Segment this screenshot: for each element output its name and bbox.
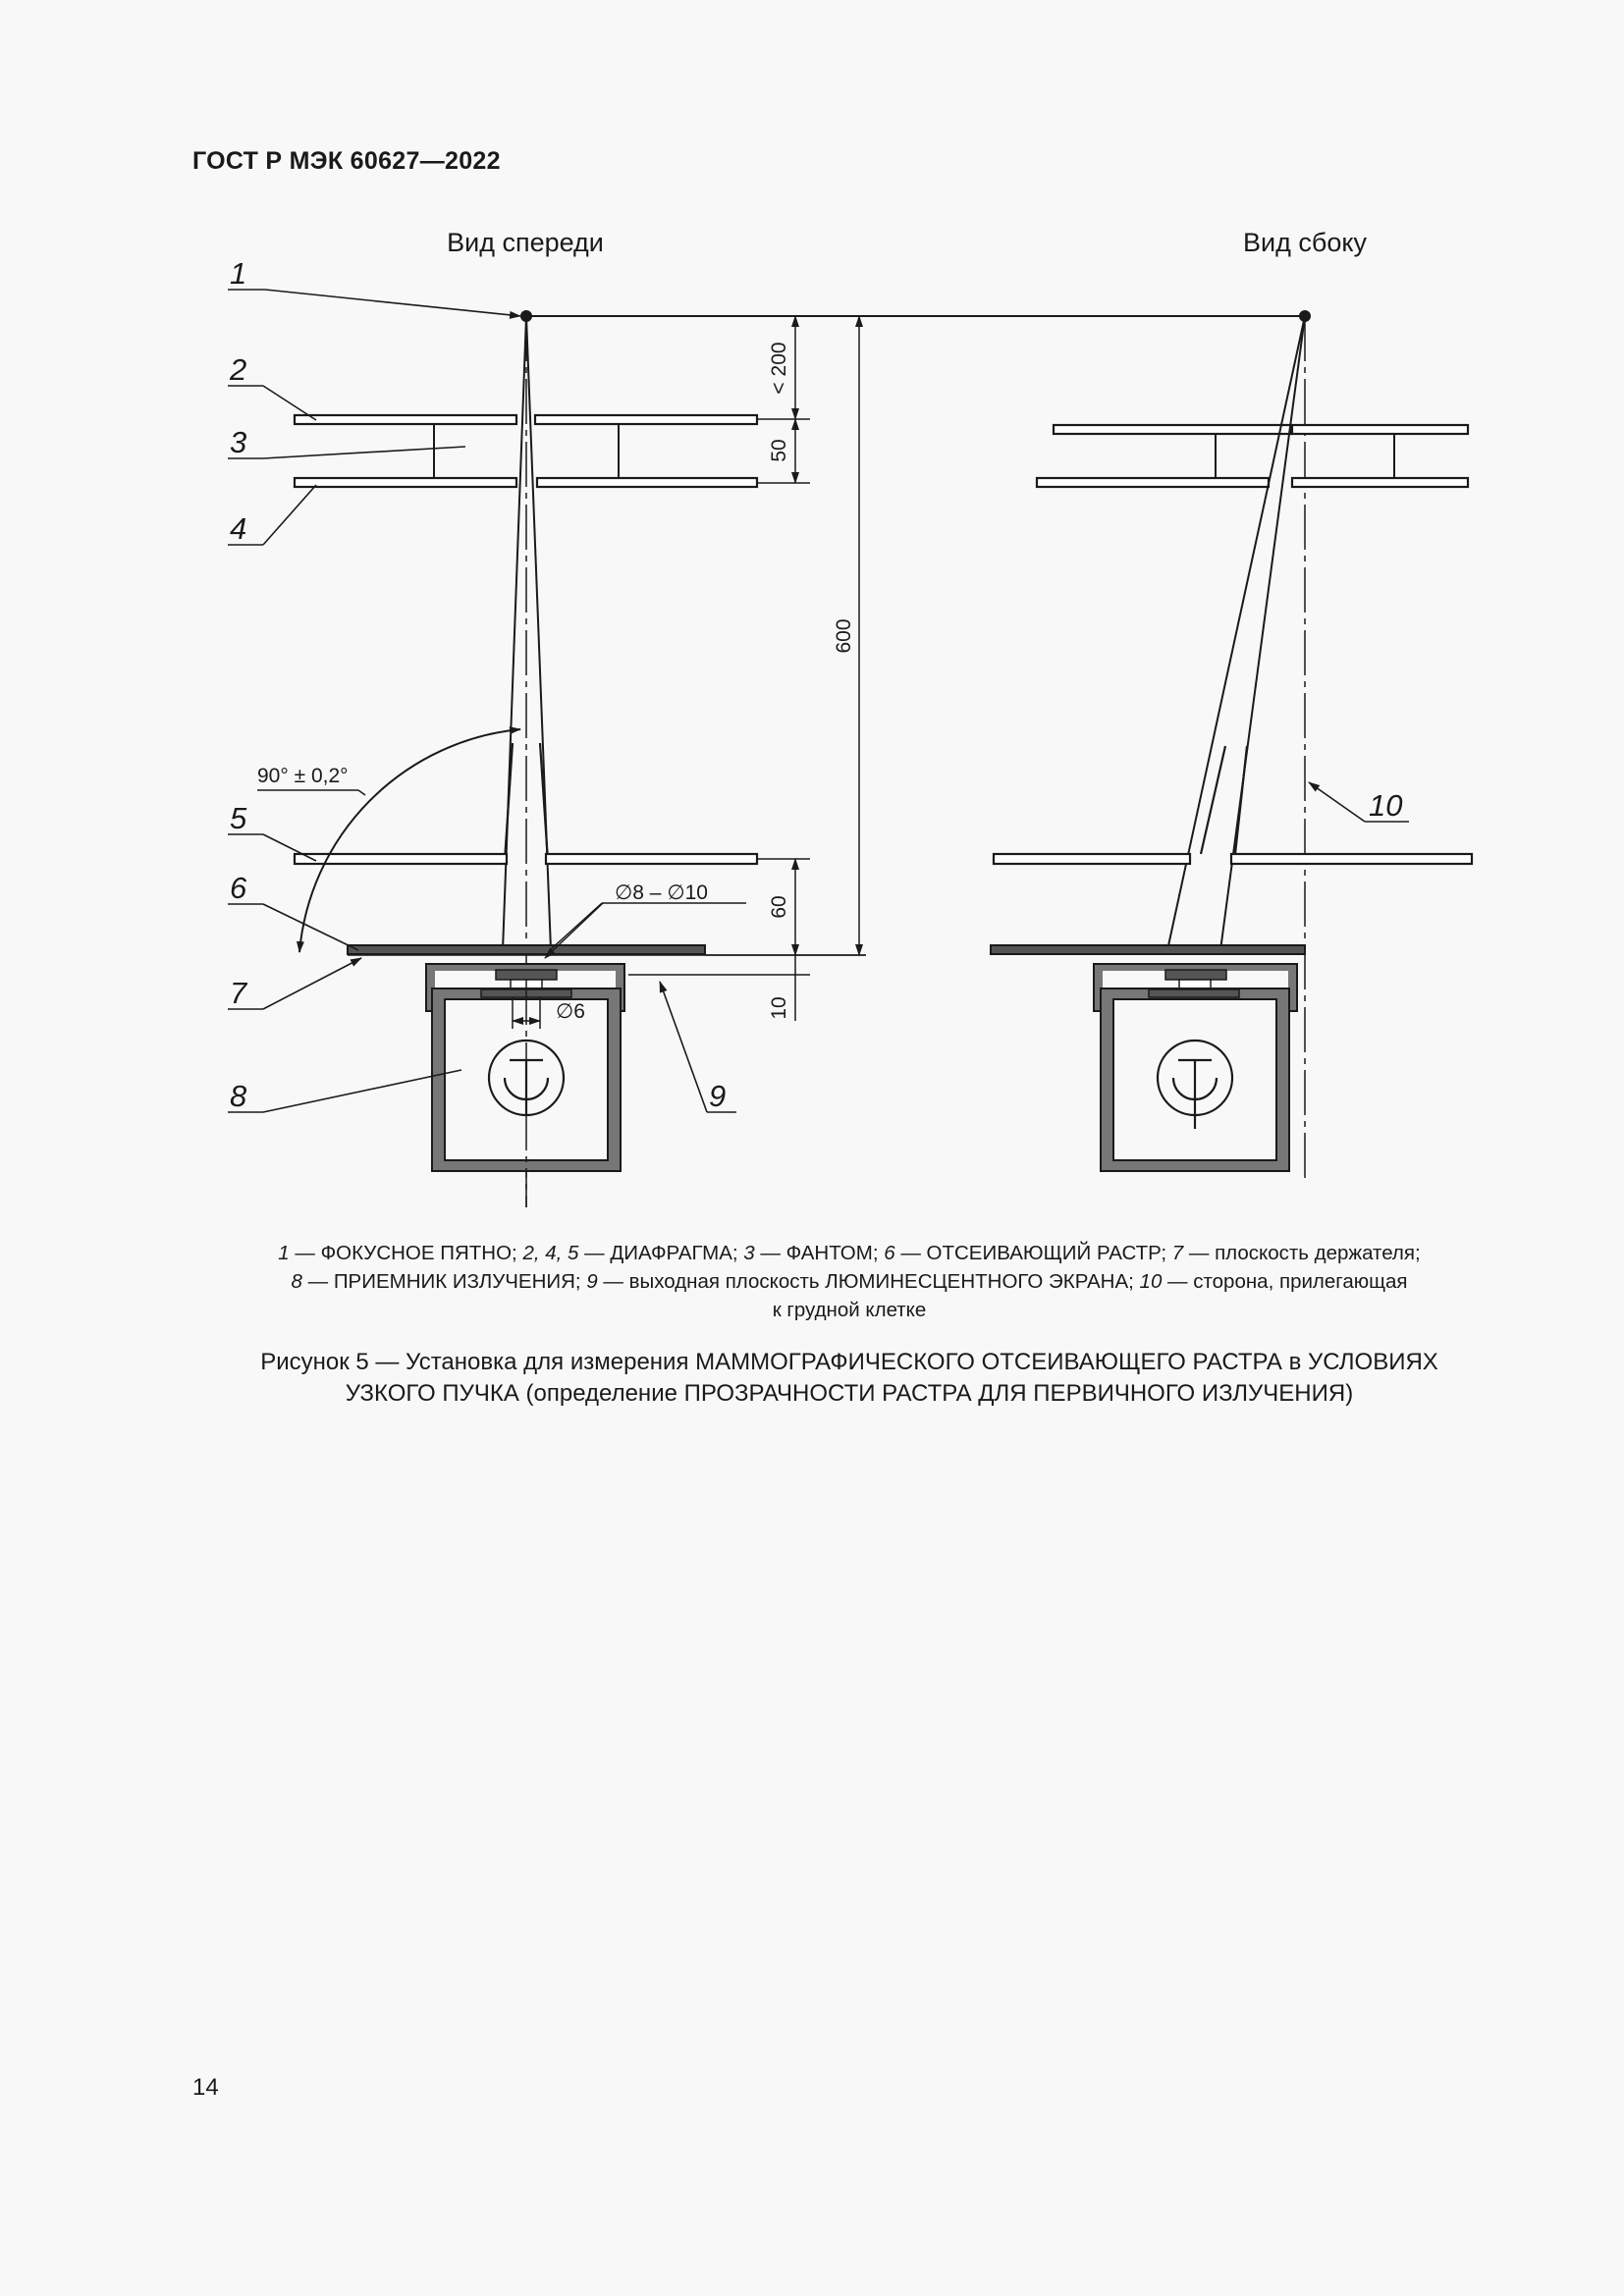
dim-600-label: 600 <box>833 618 855 654</box>
callout-2: 2 <box>230 352 247 387</box>
document-header: ГОСТ Р МЭК 60627—2022 <box>192 147 501 175</box>
antiscatter-grid-front <box>348 945 705 954</box>
dim-60-label: 60 <box>768 895 790 919</box>
callout-3: 3 <box>230 425 247 459</box>
legend-text: — сторона, прилегающая <box>1162 1270 1408 1293</box>
callout-5: 5 <box>230 801 247 835</box>
legend-num: 3 <box>743 1242 755 1264</box>
angle-arc <box>299 729 520 952</box>
callout-7: 7 <box>230 976 247 1010</box>
callout-1: 1 <box>230 256 247 291</box>
figure-legend <box>196 1239 1502 1324</box>
side-diaphragm-5-right <box>1231 854 1472 864</box>
side-diaphragm-5-left <box>994 854 1190 864</box>
legend-text: — плоскость держателя; <box>1183 1242 1421 1264</box>
diaphragm-2-right <box>535 415 757 424</box>
legend-text: — ФАНТОМ; <box>754 1242 885 1264</box>
page-number: 14 <box>192 2074 219 2101</box>
legend-text: — ПРИЕМНИК ИЗЛУЧЕНИЯ; <box>301 1270 587 1293</box>
diaphragm-4-left <box>295 478 516 487</box>
callout-4: 4 <box>230 511 247 546</box>
legend-num: 6 <box>884 1242 895 1264</box>
legend-line-2 <box>196 1267 1502 1296</box>
callout-9: 9 <box>709 1079 727 1113</box>
side-view <box>991 316 1472 1178</box>
figure-caption <box>196 1347 1502 1410</box>
legend-num: 10 <box>1139 1270 1163 1293</box>
legend-line-3: к грудной клетке <box>772 1299 927 1321</box>
side-diaphragm-2-left <box>1054 425 1291 434</box>
legend-num: 2, 4, 5 <box>522 1242 579 1264</box>
side-diaphragm-4-right <box>1292 478 1468 487</box>
callout-10: 10 <box>1369 788 1403 823</box>
aperture-diameter-label: ∅6 <box>556 1000 585 1023</box>
legend-num: 7 <box>1171 1242 1184 1264</box>
legend-num: 8 <box>291 1270 302 1293</box>
dim-10-label: 10 <box>768 996 790 1020</box>
front-view-title: Вид спереди <box>447 228 604 257</box>
diaphragm-4-right <box>537 478 757 487</box>
diaphragm-2-left <box>295 415 516 424</box>
side-view-title: Вид сбоку <box>1243 228 1367 257</box>
antiscatter-grid-side <box>991 945 1305 954</box>
callout-6: 6 <box>230 871 247 905</box>
angle-label: 90° ± 0,2° <box>257 765 349 787</box>
legend-text: — ОТСЕИВАЮЩИЙ РАСТР; <box>894 1242 1172 1264</box>
side-diaphragm-4-left <box>1037 478 1269 487</box>
dim-200-label: < 200 <box>768 342 790 395</box>
legend-line-1 <box>196 1239 1502 1267</box>
caption-line-2: УЗКОГО ПУЧКА (определение ПРОЗРАЧНОСТИ РАСТРА ДЛЯ ПЕРВИЧНОГО ИЗЛУЧЕНИЯ) <box>345 1380 1354 1407</box>
diaphragm-5-right <box>546 854 757 864</box>
legend-text: — ФОКУСНОЕ ПЯТНО; <box>289 1242 523 1264</box>
callout-8: 8 <box>230 1079 247 1113</box>
side-diaphragm-2-right <box>1292 425 1468 434</box>
beam-diameter-label: ∅8 – ∅10 <box>615 881 708 904</box>
legend-num: 1 <box>278 1242 290 1264</box>
legend-num: 9 <box>586 1270 598 1293</box>
legend-text: — выходная плоскость ЛЮМИНЕСЦЕНТНОГО ЭКРАНА; <box>597 1270 1140 1293</box>
dim-50-label: 50 <box>768 439 790 462</box>
legend-text: — ДИАФРАГМА; <box>578 1242 744 1264</box>
caption-line-1: Рисунок 5 — Установка для измерения МАММОГРАФИЧЕСКОГО ОТСЕИВАЮЩЕГО РАСТРА в УСЛОВИЯХ <box>260 1349 1438 1375</box>
